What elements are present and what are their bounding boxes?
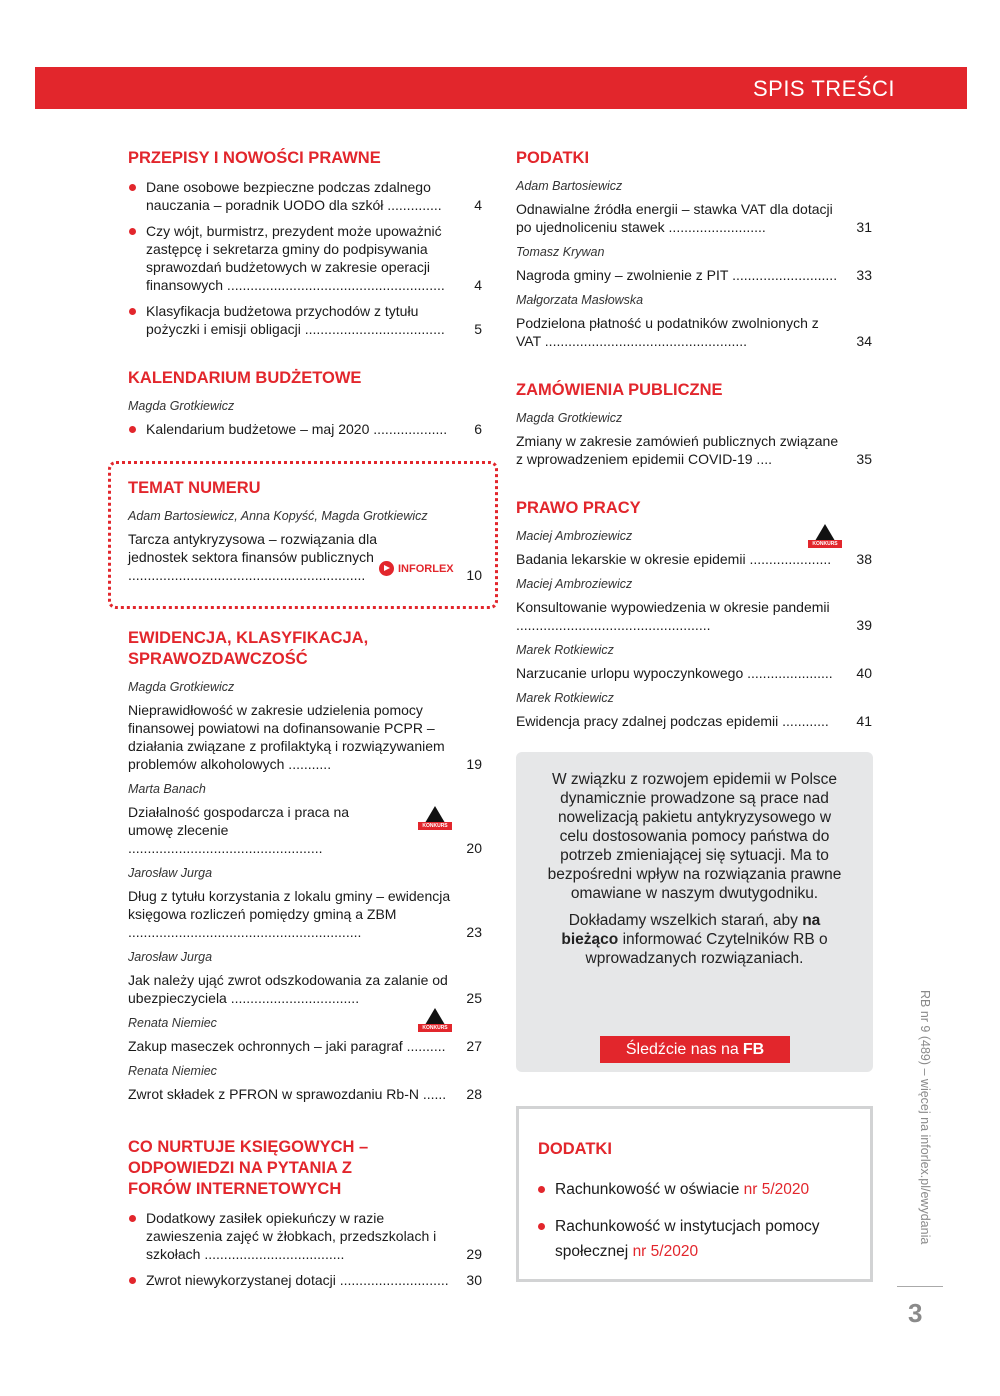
page-ref: 29 [466, 1246, 482, 1262]
page-ref: 5 [474, 321, 482, 337]
author: Marek Rotkiewicz [516, 643, 614, 657]
toc-entry[interactable]: Konsultowanie wypowiedzenia w okresie pandemii .................................................. 39 [516, 599, 872, 633]
page-ref: 41 [856, 713, 872, 729]
section-title: DODATKI [538, 1140, 612, 1158]
toc-entry[interactable]: Czy wójt, burmistrz, prezydent może upoważnić zastępcę i sekretarza gminy do podpisywania sprawozdań budżetowych w zakresie operacji finansowych ........................................................ 4 [128, 222, 482, 294]
section-podatki [516, 148, 872, 350]
author: Magda Grotkiewicz [128, 680, 235, 694]
side-issue-label: RB nr 9 (489) – więcej na inforlex.pl/ewydania [918, 990, 932, 1245]
author: Magda Grotkiewicz [128, 399, 235, 413]
author: Jarosław Jurga [128, 950, 213, 964]
page-ref: 31 [856, 219, 872, 235]
facebook-button[interactable]: Śledźcie nas na FB [600, 1036, 790, 1063]
left-column [128, 148, 482, 1315]
toc-entry[interactable]: Dane osobowe bezpieczne podczas zdalnego nauczania – poradnik UODO dla szkół .............. 4 [128, 178, 482, 214]
section-title: EWIDENCJA, KLASYFIKACJA, SPRAWOZDAWCZOŚĆ [128, 629, 369, 668]
author: Maciej Ambroziewicz [516, 577, 633, 591]
toc-entry[interactable]: Działalność gospodarcza i praca na umowę zlecenie .................................................. 20 [128, 804, 482, 856]
konkurs-badge: KONKURS [808, 524, 842, 554]
page-ref: 10 [466, 567, 482, 583]
page-ref: 28 [466, 1086, 482, 1102]
author: Marek Rotkiewicz [516, 691, 614, 705]
toc-entry[interactable]: Jak należy ująć zwrot odszkodowania za zalanie od ubezpieczyciela ................................. 25 [128, 972, 482, 1006]
konkurs-badge: KONKURS [418, 1008, 452, 1038]
info-paragraph: W związku z rozwojem epidemii w Polsce dynamicznie prowadzone są prace nad nowelizacją pakietu antykryzysowego w celu dostosowania pomocy państwa do potrzeb zmieniającej się sytuacji. Ma to bezpośredni wpływ na rozwiązania prawne omawiane w naszym dwutygodniku. [547, 771, 842, 902]
toc-entry[interactable]: Ewidencja pracy zdalnej podczas epidemii ............ 41 [516, 713, 872, 729]
section-title: KALENDARIUM BUDŻETOWE [128, 369, 362, 387]
section-przepisy [128, 148, 482, 338]
section-title: TEMAT NUMERU [128, 479, 261, 497]
section-nurtuje [128, 1137, 482, 1289]
inforlex-badge[interactable]: INFORLEX [379, 561, 454, 576]
author: Renata Niemiec [128, 1064, 217, 1078]
toc-entry[interactable]: Tarcza antykryzysowa – rozwiązania dla jednostek sektora finansów publicznych ............................................................. 10 [128, 531, 482, 583]
toc-entry[interactable]: Zmiany w zakresie zamówień publicznych związane z wprowadzeniem epidemii COVID-19 .... 35 [516, 433, 872, 467]
page-ref: 33 [856, 267, 872, 283]
toc-entry[interactable]: Nagroda gminy – zwolnienie z PIT ........................... 33 [516, 267, 872, 283]
toc-entry[interactable]: Odnawialne źródła energii – stawka VAT dla dotacji po ujednoliceniu stawek ......................... 31 [516, 201, 872, 235]
section-title: ZAMÓWIENIA PUBLICZNE [516, 381, 723, 399]
dodatki-box [516, 1106, 873, 1282]
page-ref: 25 [466, 990, 482, 1006]
toc-entry[interactable]: Nieprawidłowość w zakresie udzielenia pomocy finansowej powiatowi na dofinansowanie PCPR – działania związane z profilaktyką i rozwiązywaniem problemów alkoholowych ........... 19 [128, 702, 482, 772]
page-number: 3 [908, 1298, 923, 1328]
toc-entry[interactable]: Badania lekarskie w okresie epidemii ..................... 38 [516, 551, 872, 567]
toc-entry[interactable]: Kalendarium budżetowe – maj 2020 ................... 6 [128, 420, 482, 438]
page-ref: 35 [856, 451, 872, 467]
right-column [516, 148, 872, 756]
toc-entry[interactable]: Dodatkowy zasiłek opiekuńczy w razie zawieszenia zajęć w żłobkach, przedszkolach i szkołach .................................... 29 [128, 1209, 482, 1263]
page-ref: 6 [474, 421, 482, 437]
author: Marta Banach [128, 782, 206, 796]
page-ref: 34 [856, 333, 872, 349]
section-kalendarium [128, 368, 482, 438]
page-ref: 27 [466, 1038, 482, 1054]
author: Jarosław Jurga [128, 866, 213, 880]
section-title: PRAWO PRACY [516, 499, 641, 517]
section-title: PRZEPISY I NOWOŚCI PRAWNE [128, 149, 381, 167]
konkurs-badge: KONKURS [418, 806, 452, 836]
supplement-item[interactable]: Rachunkowość w oświacie nr 5/2020 [538, 1177, 858, 1202]
page-ref: 30 [466, 1272, 482, 1288]
page-ref: 39 [856, 617, 872, 633]
info-box [516, 752, 873, 1072]
supplement-item[interactable]: Rachunkowość w instytucjach pomocy społecznej nr 5/2020 [538, 1214, 858, 1264]
author: Tomasz Krywan [516, 245, 605, 259]
page-ref: 23 [466, 924, 482, 940]
page-ref: 19 [466, 756, 482, 772]
toc-entry[interactable]: Podzielona płatność u podatników zwolnionych z VAT .................................................... 34 [516, 315, 872, 349]
play-icon [379, 561, 394, 576]
header-banner [35, 67, 967, 109]
toc-entry[interactable]: Zwrot niewykorzystanej dotacji ............................ 30 [128, 1271, 482, 1289]
section-title: PODATKI [516, 149, 590, 167]
author: Małgorzata Masłowska [516, 293, 644, 307]
page-ref: 40 [856, 665, 872, 681]
author: Renata Niemiec [128, 1016, 217, 1030]
facebook-icon: FB [742, 1041, 765, 1058]
page-ref: 4 [474, 197, 482, 213]
highlight-frame [108, 461, 498, 609]
divider [897, 1286, 943, 1287]
toc-entry[interactable]: Dług z tytułu korzystania z lokalu gminy – ewidencja księgowa rozliczeń pomiędzy gminą a ZBM ............................................................ 23 [128, 888, 482, 940]
page-title: SPIS TREŚCI [752, 76, 895, 101]
author: Adam Bartosiewicz [516, 179, 623, 193]
section-zamowienia [516, 380, 872, 468]
author: Adam Bartosiewicz, Anna Kopyść, Magda Grotkiewicz [128, 509, 428, 523]
toc-entry[interactable]: Zakup maseczek ochronnych – jaki paragraf .......... 27 [128, 1038, 482, 1054]
section-title: CO NURTUJE KSIĘGOWYCH – ODPOWIEDZI NA PYTANIA Z FORÓW INTERNETOWYCH [128, 1138, 369, 1198]
page-ref: 38 [856, 551, 872, 567]
page-ref: 4 [474, 277, 482, 293]
toc-entry[interactable]: Narzucanie urlopu wypoczynkowego ...................... 40 [516, 665, 872, 681]
page-ref: 20 [466, 840, 482, 856]
author: Maciej Ambroziewicz [516, 529, 633, 543]
info-text [546, 770, 843, 968]
author: Magda Grotkiewicz [516, 411, 623, 425]
toc-entry[interactable]: Zwrot składek z PFRON w sprawozdaniu Rb-N ...... 28 [128, 1086, 482, 1102]
toc-entry[interactable]: Klasyfikacja budżetowa przychodów z tytułu pożyczki i emisji obligacji .................................... 5 [128, 302, 482, 338]
info-paragraph: Dokładamy wszelkich starań, aby na bieżąco informować Czytelników RB o wprowadzanych rozwiązaniach. [561, 912, 828, 967]
